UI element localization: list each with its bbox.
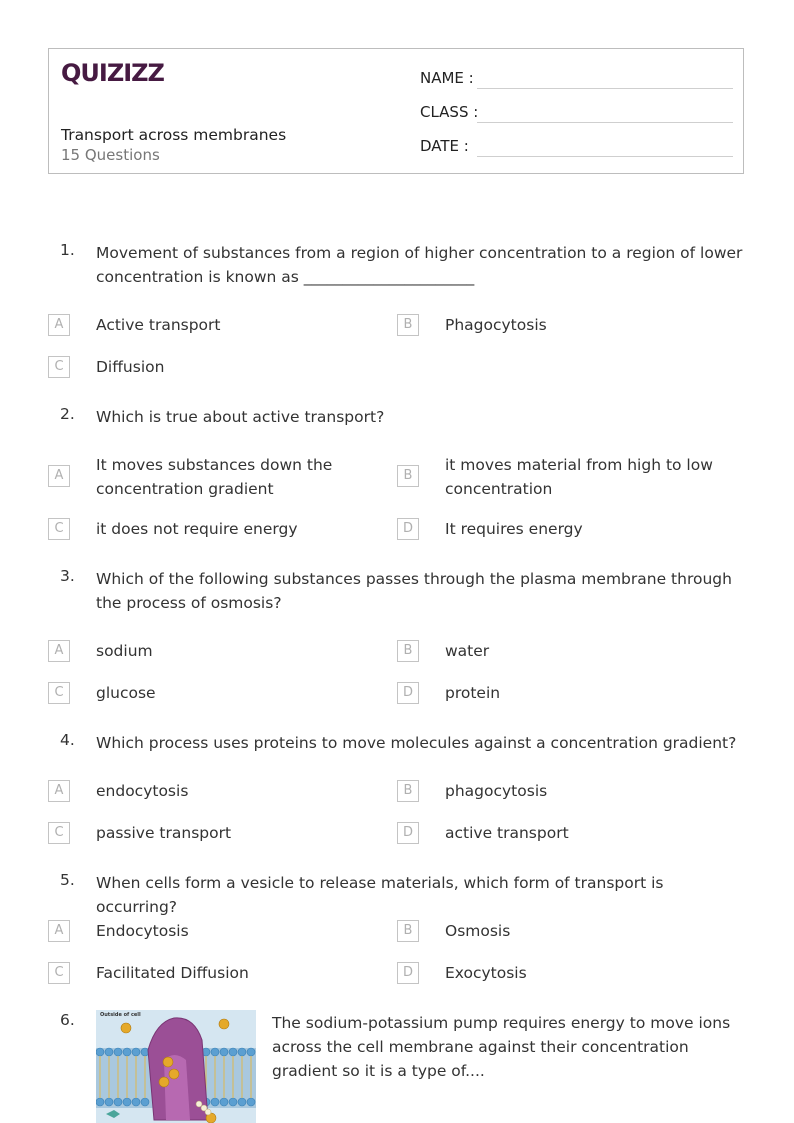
option-text: Facilitated Diffusion <box>96 964 249 982</box>
question-text: When cells form a vesicle to release materials, which form of transport is occurring? <box>96 874 664 916</box>
option-text: Active transport <box>96 316 221 334</box>
option-text: Osmosis <box>445 922 511 940</box>
option-letter-box: C <box>48 822 70 844</box>
option-letter-box: C <box>48 518 70 540</box>
worksheet-header <box>48 48 744 174</box>
option-letter-box: A <box>48 920 70 942</box>
option-text: phagocytosis <box>445 782 548 800</box>
option-letter-box: D <box>397 682 419 704</box>
option-text: passive transport <box>96 824 232 842</box>
option-text: It moves substances down the concentration gradient <box>96 456 333 498</box>
option-letter-box: D <box>397 822 419 844</box>
option-letter-box: B <box>397 780 419 802</box>
option-text: water <box>445 642 490 660</box>
question-number: 1. <box>60 241 75 259</box>
option-text: Phagocytosis <box>445 316 547 334</box>
option-letter-box: D <box>397 518 419 540</box>
question-count: 15 Questions <box>61 146 160 164</box>
option-letter-box: A <box>48 640 70 662</box>
option-letter-box: B <box>397 314 419 336</box>
date-label: DATE : <box>420 137 469 155</box>
question-number: 5. <box>60 871 75 889</box>
option-text: It requires energy <box>445 520 583 538</box>
option-letter-box: C <box>48 962 70 984</box>
question-number: 4. <box>60 731 75 749</box>
option-letter-box: A <box>48 780 70 802</box>
option-text: it moves material from high to low concentration <box>445 456 713 498</box>
worksheet-title: Transport across membranes <box>61 126 287 144</box>
option-letter-box: A <box>48 465 70 487</box>
image-caption: Outside of cell <box>100 1012 141 1018</box>
option-letter-box: B <box>397 920 419 942</box>
option-text: Endocytosis <box>96 922 189 940</box>
option-text: protein <box>445 684 501 702</box>
option-letter-box: B <box>397 465 419 487</box>
option-text: active transport <box>445 824 569 842</box>
name-line <box>477 88 733 89</box>
class-line <box>477 122 733 123</box>
quizizz-logo: QUIZIZZ <box>61 59 164 87</box>
class-label: CLASS : <box>420 103 479 121</box>
question-text: Which process uses proteins to move molecules against a concentration gradient? <box>96 734 737 752</box>
question-text: Which of the following substances passes through the plasma membrane through the process of osmosis? <box>96 570 732 612</box>
question-text: Movement of substances from a region of higher concentration to a region of lower concentration is known as ______________________ <box>96 244 743 286</box>
membrane-illustration <box>96 1010 256 1123</box>
option-letter-box: D <box>397 962 419 984</box>
question-text: The sodium-potassium pump requires energy to move ions across the cell membrane against their concentration gradient so it is a type of.... <box>272 1014 731 1080</box>
question-number: 2. <box>60 405 75 423</box>
option-text: endocytosis <box>96 782 189 800</box>
option-letter-box: A <box>48 314 70 336</box>
option-letter-box: B <box>397 640 419 662</box>
question-number: 6. <box>60 1011 75 1029</box>
name-label: NAME : <box>420 69 474 87</box>
option-text: it does not require energy <box>96 520 298 538</box>
option-text: glucose <box>96 684 156 702</box>
question-number: 3. <box>60 567 75 585</box>
option-text: sodium <box>96 642 153 660</box>
sodium-potassium-pump-image <box>96 1010 256 1123</box>
option-text: Diffusion <box>96 358 165 376</box>
option-letter-box: C <box>48 356 70 378</box>
question-text: Which is true about active transport? <box>96 408 385 426</box>
option-letter-box: C <box>48 682 70 704</box>
date-line <box>477 156 733 157</box>
option-text: Exocytosis <box>445 964 527 982</box>
